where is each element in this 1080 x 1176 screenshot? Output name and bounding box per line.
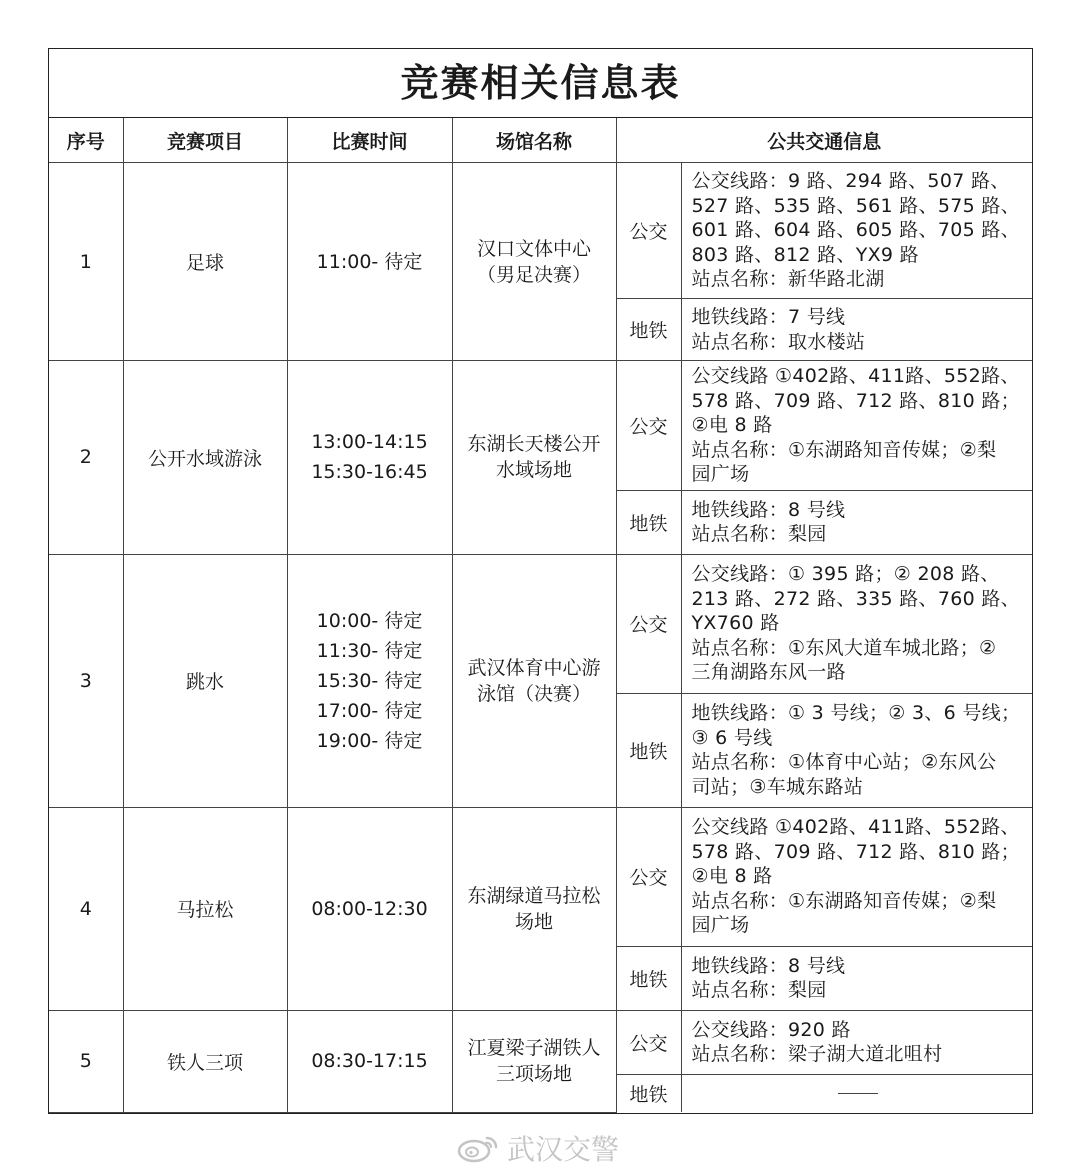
row-venue [452, 1010, 616, 1112]
bus-line: 站点名称：①东湖路知音传媒；②梨 [691, 889, 997, 912]
metro-info [681, 946, 1032, 1010]
time-line: 15:30-16:45 [311, 461, 428, 484]
table-row [49, 361, 1032, 491]
mode-metro: 地铁 [616, 693, 681, 807]
bus-info [681, 163, 1032, 299]
metro-line: 地铁线路：8 号线 [691, 954, 846, 977]
bus-line: 站点名称：新华路北湖 [691, 268, 885, 291]
row-index: 3 [49, 554, 123, 807]
row-event: 马拉松 [123, 807, 287, 1010]
header-event: 竞赛项目 [123, 118, 287, 163]
header-transport: 公共交通信息 [616, 118, 1032, 163]
venue-line: 武汉体育中心游 [467, 656, 601, 679]
row-times [287, 807, 452, 1010]
metro-line: 站点名称：梨园 [691, 979, 827, 1001]
mode-bus: 公交 [616, 1010, 681, 1074]
mode-bus: 公交 [616, 361, 681, 491]
row-times [287, 554, 452, 807]
time-line: 11:30- 待定 [316, 639, 423, 662]
venue-line: 泳馆（决赛） [476, 682, 591, 705]
info-table [49, 118, 1032, 1113]
row-venue [452, 554, 616, 807]
header-row [49, 118, 1032, 163]
mode-bus: 公交 [616, 163, 681, 299]
row-venue [452, 807, 616, 1010]
bus-line: 213 路、272 路、335 路、760 路、 [691, 587, 1020, 610]
metro-info [681, 1074, 1032, 1112]
venue-line: 汉口文体中心 [476, 237, 591, 260]
info-table-sheet [48, 48, 1033, 1114]
row-index: 4 [49, 807, 123, 1010]
bus-line: 站点名称：①东湖路知音传媒；②梨 [691, 438, 997, 461]
time-line: 15:30- 待定 [316, 669, 423, 692]
venue-line: （男足决赛） [476, 263, 591, 286]
time-line: 08:00-12:30 [311, 897, 428, 920]
row-event: 公开水域游泳 [123, 361, 287, 555]
time-line: 08:30-17:15 [311, 1050, 428, 1072]
bus-line: ②电 8 路 [691, 865, 773, 888]
row-index: 2 [49, 361, 123, 555]
bus-line: 公交线路 ①402路、411路、552路、 [691, 365, 1020, 387]
row-venue [452, 163, 616, 361]
bus-line: 站点名称：①东风大道车城北路；② [691, 636, 997, 659]
bus-line: 站点名称：梁子湖大道北咀村 [691, 1043, 943, 1065]
bus-line: ②电 8 路 [691, 414, 773, 436]
row-index: 1 [49, 163, 123, 361]
bus-info [681, 807, 1032, 946]
time-line: 17:00- 待定 [316, 699, 423, 722]
metro-line: 地铁线路：7 号线 [691, 306, 846, 328]
row-event: 铁人三项 [123, 1010, 287, 1112]
row-event: 足球 [123, 163, 287, 361]
bus-line: 578 路、709 路、712 路、810 路； [691, 840, 1020, 863]
venue-line: 三项场地 [495, 1063, 572, 1085]
bus-line: 527 路、535 路、561 路、575 路、 [691, 194, 1020, 217]
mode-metro: 地铁 [616, 299, 681, 361]
metro-line: ③ 6 号线 [691, 726, 773, 749]
venue-line: 东湖绿道马拉松 [467, 884, 601, 907]
empty-dash [838, 1093, 878, 1094]
venue-line: 东湖长天楼公开 [467, 433, 601, 456]
bus-line: 园广场 [691, 463, 750, 485]
row-event: 跳水 [123, 554, 287, 807]
metro-line: 司站；③车城东路站 [691, 775, 864, 798]
venue-line: 江夏梁子湖铁人 [467, 1037, 601, 1059]
metro-line: 站点名称：梨园 [691, 523, 827, 545]
time-line: 10:00- 待定 [316, 609, 423, 632]
row-times [287, 163, 452, 361]
bus-info [681, 554, 1032, 693]
table-row [49, 807, 1032, 946]
table-row [49, 554, 1032, 693]
metro-info [681, 490, 1032, 554]
header-time: 比赛时间 [287, 118, 452, 163]
mode-metro: 地铁 [616, 946, 681, 1010]
bus-line: 公交线路：9 路、294 路、507 路、 [691, 170, 1010, 193]
bus-line: 公交线路：① 395 路；② 208 路、 [691, 563, 1000, 586]
bus-line: 578 路、709 路、712 路、810 路； [691, 389, 1020, 412]
mode-metro: 地铁 [616, 1074, 681, 1112]
bus-line: 601 路、604 路、605 路、705 路、 [691, 219, 1020, 242]
mode-bus: 公交 [616, 807, 681, 946]
table-row [49, 163, 1032, 299]
time-line: 11:00- 待定 [316, 250, 423, 273]
bus-line: 园广场 [691, 914, 750, 937]
watermark-text: 武汉交警 [507, 1133, 620, 1166]
bus-line: 公交线路 ①402路、411路、552路、 [691, 816, 1020, 839]
table-title: 竞赛相关信息表 [49, 49, 1032, 118]
bus-line: YX760 路 [691, 612, 780, 635]
bus-line: 三角湖路东风一路 [691, 661, 846, 684]
mode-bus: 公交 [616, 554, 681, 693]
bus-line: 803 路、812 路、YX9 路 [691, 243, 919, 266]
row-times [287, 361, 452, 555]
bus-info [681, 1010, 1032, 1074]
metro-info [681, 299, 1032, 361]
bus-line: 公交线路：920 路 [691, 1018, 851, 1041]
metro-line: 地铁线路：8 号线 [691, 498, 846, 521]
metro-info [681, 693, 1032, 807]
bus-info [681, 361, 1032, 491]
metro-line: 地铁线路：① 3 号线；② 3、6 号线； [691, 702, 1021, 724]
metro-line: 站点名称：取水楼站 [691, 330, 866, 353]
header-venue: 场馆名称 [452, 118, 616, 163]
time-line: 13:00-14:15 [311, 431, 428, 454]
table-row [49, 1010, 1032, 1074]
venue-line: 场地 [514, 910, 553, 933]
watermark [455, 1128, 619, 1168]
row-times [287, 1010, 452, 1112]
row-venue [452, 361, 616, 555]
header-index: 序号 [49, 118, 123, 163]
metro-line: 站点名称：①体育中心站；②东风公 [691, 751, 997, 773]
venue-line: 水域场地 [495, 459, 572, 482]
weibo-logo-icon [455, 1133, 499, 1163]
time-line: 19:00- 待定 [316, 729, 423, 752]
mode-metro: 地铁 [616, 490, 681, 554]
row-index: 5 [49, 1010, 123, 1112]
